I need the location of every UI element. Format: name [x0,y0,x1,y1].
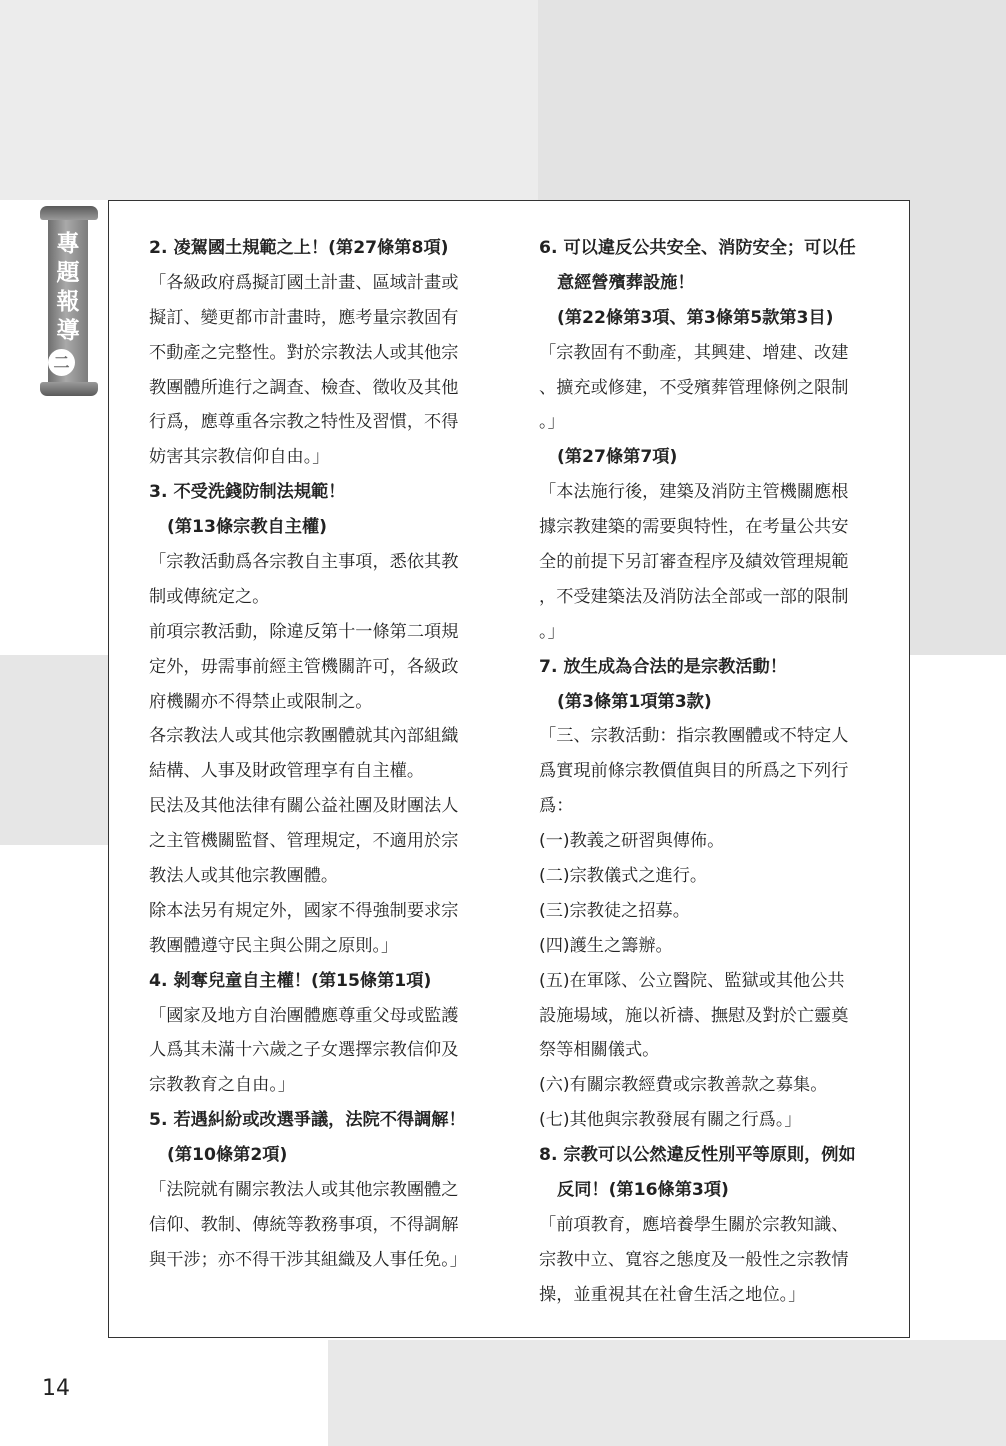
tab-char: 專 [56,231,80,257]
section-heading-line: 7. 放生成為合法的是宗教活動！ [539,656,787,677]
background-block [328,1340,1006,1446]
section-heading-line: 8. 宗教可以公然違反性別平等原則，例如 [539,1145,856,1166]
background-block [0,655,108,845]
left-column [149,231,489,1278]
body-text-line: 各宗教法人或其他宗教團體就其內部組織 [149,726,459,747]
body-text-line: 設施場域，施以祈禱、撫慰及對於亡靈奠 [539,1005,849,1026]
tab-circle-number: 二 [48,349,75,376]
body-text-line: 與干涉；亦不得干涉其組織及人事任免。」 [149,1249,467,1270]
section-heading-line: 3. 不受洗錢防制法規範！ [149,482,346,503]
section-heading-line: (第13條宗教自主權) [167,517,327,538]
body-text-line: 不動產之完整性。對於宗教法人或其他宗 [149,342,459,363]
body-text-line: 爲： [539,796,574,817]
body-text-line: 「法院就有關宗教法人或其他宗教團體之 [149,1180,459,1201]
body-text-line: 行爲，應尊重各宗教之特性及習慣，不得 [149,412,459,433]
section-heading-line: 6. 可以違反公共安全、消防安全；可以任 [539,238,856,258]
body-text-line: 教團體遵守民主與公開之原則。」 [149,935,399,956]
body-text-line: 。」 [539,621,565,642]
body-text-line: (五)在軍隊、公立醫院、監獄或其他公共 [539,970,845,991]
body-text-line: 定外，毋需事前經主管機關許可，各級政 [149,656,459,677]
body-text-line: (一)教義之研習與傳佈。 [539,831,725,852]
tab-char: 導 [56,318,80,344]
article-box [108,200,910,1338]
body-text-line: 制或傳統定之。 [149,586,270,607]
body-text-line: (六)有關宗教經費或宗教善款之募集。 [539,1075,828,1096]
body-text-line: 除本法另有規定外，國家不得強制要求宗 [149,900,459,921]
body-text-line: 祭等相關儀式。 [539,1040,660,1061]
page-number: 14 [42,1376,70,1401]
body-text-line: 操，並重視其在社會生活之地位。」 [539,1284,806,1305]
body-text-line: (二)宗教儀式之進行。 [539,866,708,887]
body-text-line: 信仰、教制、傳統等教務事項，不得調解 [149,1214,459,1235]
body-text-line: 府機關亦不得禁止或限制之。 [149,691,373,712]
tab-char: 題 [56,260,80,286]
body-text-line: (三)宗教徒之招募。 [539,900,690,921]
section-tab [40,206,98,396]
section-heading-line: 4. 剝奪兒童自主權！(第15條第1項) [149,970,432,991]
body-text-line: 「本法施行後，建築及消防主管機關應根 [539,482,849,503]
body-text-line: 據宗教建築的需要與特性，在考量公共安 [539,517,849,538]
section-tab-label [48,230,88,376]
body-text-line: 宗教中立、寬容之態度及一般性之宗教情 [539,1249,849,1270]
body-text-line: 全的前提下另訂審查程序及績效管理規範 [539,552,849,573]
body-text-line: 「前項教育，應培養學生關於宗教知識、 [539,1214,849,1235]
body-text-line: 。」 [539,412,565,433]
body-text-line: 「三、宗教活動：指宗教團體或不特定人 [539,726,849,747]
body-text-line: 前項宗教活動，除違反第十一條第二項規 [149,621,459,642]
body-text-line: 「國家及地方自治團體應尊重父母或監護 [149,1005,459,1026]
body-text-line: 擬訂、變更都市計畫時，應考量宗教固有 [149,307,459,328]
section-heading-line: 2. 凌駕國土規範之上！(第27條第8項) [149,238,449,258]
body-text-line: 教法人或其他宗教團體。 [149,866,339,887]
body-text-line: 、擴充或修建，不受殯葬管理條例之限制 [539,377,849,398]
body-text-line: 「宗教活動爲各宗教自主事項，悉依其教 [149,552,459,573]
body-text-line: 結構、人事及財政管理享有自主權。 [149,761,425,782]
tab-char: 報 [56,289,80,315]
section-heading-line: (第27條第7項) [557,447,678,468]
right-column [539,231,879,1313]
body-text-line: (四)護生之籌辦。 [539,935,673,956]
section-heading-line: (第3條第1項第3款) [557,691,712,712]
section-heading-line: 反同！(第16條第3項) [557,1180,729,1201]
body-text-line: 「宗教固有不動產，其興建、增建、改建 [539,342,849,363]
body-text-line: 教團體所進行之調查、檢查、徵收及其他 [149,377,459,398]
body-text-line: (七)其他與宗教發展有關之行爲。」 [539,1110,802,1131]
body-text-line: 民法及其他法律有關公益社團及財團法人 [149,796,459,817]
body-text-line: 宗教教育之自由。」 [149,1075,296,1096]
body-text-line: ，不受建築法及消防法全部或一部的限制 [539,586,849,607]
section-heading-line: (第10條第2項) [167,1145,288,1166]
section-heading-line: 意經營殯葬設施！ [557,272,695,293]
tab-scroll-bottom [40,382,98,396]
section-heading-line: (第22條第3項、第3條第5款第3目) [557,307,834,328]
section-heading-line: 5. 若遇糾紛或改選爭議，法院不得調解！ [149,1110,466,1131]
body-text-line: 「各級政府爲擬訂國土計畫、區域計畫或 [149,272,459,293]
body-text-line: 之主管機關監督、管理規定，不適用於宗 [149,831,459,852]
body-text-line: 爲實現前條宗教價值與目的所爲之下列行 [539,761,849,782]
body-text-line: 人爲其未滿十六歲之子女選擇宗教信仰及 [149,1040,459,1061]
tab-scroll-top [40,206,98,220]
body-text-line: 妨害其宗教信仰自由。」 [149,447,330,468]
background-block [0,0,538,200]
